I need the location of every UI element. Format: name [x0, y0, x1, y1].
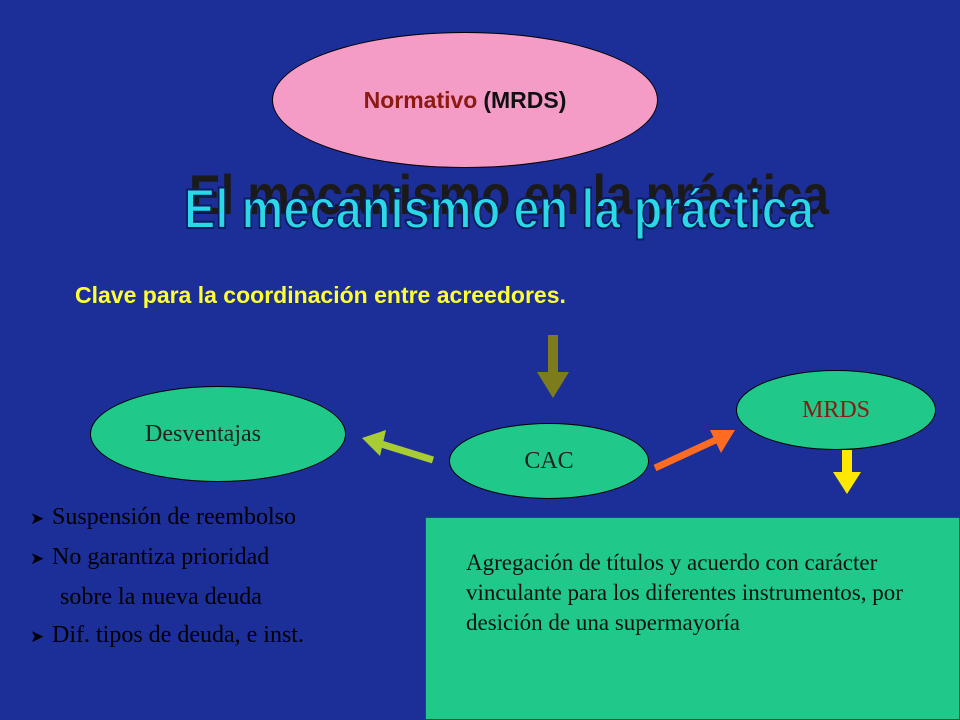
desventajas-bullet-list	[30, 498, 420, 656]
wordart-text: El mecanismo en la práctica	[184, 177, 815, 240]
subtitle-clave: Clave para la coordinación entre acreedores.	[75, 282, 566, 308]
cac-node	[449, 423, 649, 499]
normativo-label: Normativo	[363, 86, 478, 113]
mrds-description-box	[425, 517, 960, 720]
arrow-down-olive	[537, 335, 569, 398]
mrds-label: MRDS	[801, 396, 871, 423]
bullet-continuation: sobre la nueva deuda	[60, 584, 262, 610]
cac-label: CAC	[524, 447, 574, 474]
normativo-paren-label: (MRDS)	[483, 86, 567, 113]
arrow-down-yellow	[833, 450, 861, 494]
arrow-left-lime	[362, 430, 433, 460]
bullet-arrow-icon: ➤	[30, 509, 45, 528]
arrow-right-orange	[655, 430, 735, 468]
desventajas-label: Desventajas	[145, 420, 261, 447]
bullet-arrow-icon: ➤	[30, 627, 45, 646]
wordart-title	[165, 158, 845, 246]
normativo-ellipse	[272, 32, 658, 168]
bullet-item: ➤ No garantiza prioridad	[30, 538, 420, 578]
bullet-item: ➤ Suspensión de reembolso	[30, 498, 420, 538]
bullet-item: ➤ Dif. tipos de deuda, e inst.	[30, 616, 420, 656]
bullet-arrow-icon: ➤	[30, 549, 45, 568]
wordart-shadow: El mecanismo en la práctica	[189, 163, 830, 226]
mrds-description-text: Agregación de títulos y acuerdo con carácter vinculante para los diferentes instrumentos, por desición de una supermayoría	[466, 550, 903, 635]
desventajas-node	[90, 386, 346, 482]
mrds-node	[736, 370, 936, 450]
